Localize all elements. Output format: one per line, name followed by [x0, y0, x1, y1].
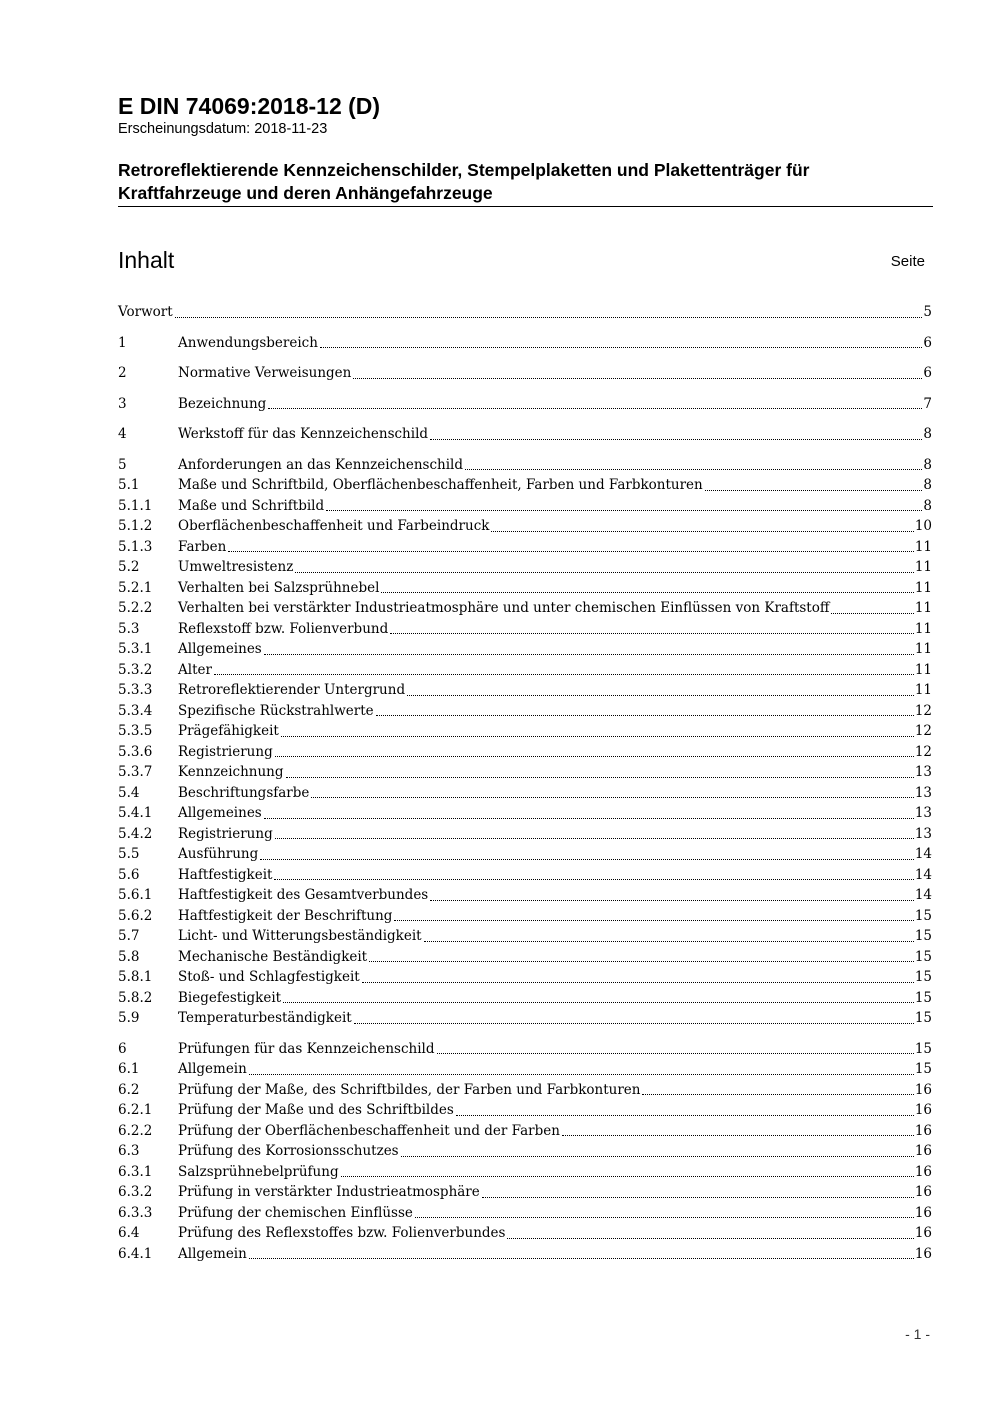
toc-entry-number: 6.3.2 — [118, 1184, 153, 1200]
toc-entry-number: 5.6.2 — [118, 907, 153, 924]
toc-entry-title: Salzsprühnebelprüfung — [178, 1163, 339, 1180]
dot-leader — [341, 1176, 914, 1177]
dot-leader — [507, 1238, 913, 1239]
toc-entry-page: 11 — [914, 559, 932, 575]
dot-leader — [275, 838, 914, 839]
toc-entry[interactable] — [118, 394, 932, 415]
toc-entry-title: Verhalten bei verstärkter Industrieatmosphäre und unter chemischen Einflüssen von Kraftstoff — [178, 600, 830, 616]
toc-entry[interactable] — [118, 1141, 932, 1162]
toc-entry-title: Licht- und Witterungsbeständigkeit — [178, 928, 422, 944]
toc-entry[interactable] — [118, 516, 932, 537]
toc-entry[interactable] — [118, 557, 932, 578]
toc-entry-title: Prüfung der chemischen Einflüsse — [178, 1204, 413, 1221]
dot-leader — [424, 941, 914, 942]
toc-entry-title: Allgemeines — [178, 641, 262, 657]
dot-leader — [311, 797, 913, 798]
toc-entry-number: 5.1.2 — [118, 518, 153, 534]
toc-entry-title: Werkstoff für das Kennzeichenschild — [178, 426, 429, 442]
toc-entry-page: 16 — [914, 1204, 932, 1221]
toc-entry[interactable] — [118, 302, 932, 323]
toc-entry-title: Oberflächenbeschaffenheit und Farbeindruck — [178, 518, 490, 534]
toc-entry[interactable] — [118, 475, 932, 496]
toc-entry-number: 6.2.2 — [118, 1122, 153, 1139]
toc-entry-number: 5.6.1 — [118, 887, 153, 903]
toc-entry-page: 12 — [914, 743, 932, 760]
toc-entry-number: 5.2.1 — [118, 579, 153, 596]
table-of-contents — [118, 302, 932, 1264]
toc-entry-title: Allgemeines — [178, 805, 262, 821]
toc-entry-page: 8 — [923, 477, 932, 493]
toc-entry-page: 8 — [923, 456, 932, 473]
dot-leader — [394, 920, 913, 921]
toc-entry-number: 6.4.1 — [118, 1245, 153, 1262]
toc-entry-number: 6.2 — [118, 1081, 140, 1098]
toc-entry[interactable] — [118, 680, 932, 701]
toc-entry-title: Stoß- und Schlagfestigkeit — [178, 969, 360, 985]
toc-entry[interactable] — [118, 1039, 932, 1060]
toc-entry-title: Prüfung in verstärkter Industrieatmosphäre — [178, 1184, 480, 1200]
toc-entry-title: Prüfung des Reflexstoffes bzw. Folienverbundes — [178, 1225, 506, 1241]
toc-entry-page: 13 — [914, 805, 932, 821]
toc-entry[interactable] — [118, 363, 932, 384]
dot-leader — [286, 777, 914, 778]
dot-leader — [415, 1217, 914, 1218]
toc-entry-title: Haftfestigkeit — [178, 866, 273, 883]
toc-entry-number: 5.8 — [118, 948, 140, 965]
dot-leader — [295, 572, 914, 573]
toc-entry-number: 5.3.7 — [118, 764, 153, 780]
toc-entry-number: 1 — [118, 334, 127, 351]
toc-entry-number: 5.3.6 — [118, 743, 153, 760]
dot-leader — [275, 756, 914, 757]
toc-entry[interactable] — [118, 824, 932, 845]
toc-entry-title: Haftfestigkeit des Gesamtverbundes — [178, 887, 429, 903]
toc-entry-title: Prüfung der Maße, des Schriftbildes, der Farben und Farbkonturen — [178, 1081, 641, 1098]
toc-entry-number: 5.4.1 — [118, 805, 153, 821]
toc-entry[interactable] — [118, 967, 932, 988]
toc-entry-page: 15 — [914, 948, 932, 965]
toc-entry-page: 16 — [914, 1245, 932, 1262]
toc-entry-page: 13 — [914, 825, 932, 842]
toc-entry-page: 5 — [923, 304, 932, 320]
toc-entry-page: 14 — [914, 887, 932, 903]
page-number: - 1 - — [905, 1326, 930, 1342]
toc-entry-page: 16 — [914, 1102, 932, 1118]
toc-entry-title: Prüfungen für das Kennzeichenschild — [178, 1040, 435, 1057]
dot-leader — [491, 531, 913, 532]
toc-entry[interactable] — [118, 333, 932, 354]
toc-entry-number: 6.1 — [118, 1061, 140, 1077]
dot-leader — [281, 736, 914, 737]
toc-entry[interactable] — [118, 598, 932, 619]
toc-entry-number: 5.3.2 — [118, 661, 153, 678]
toc-entry-title: Reflexstoff bzw. Folienverbund — [178, 620, 389, 637]
dot-leader — [354, 1023, 914, 1024]
dot-leader — [283, 1002, 914, 1003]
publication-date: Erscheinungsdatum: 2018-11-23 — [118, 121, 328, 137]
toc-entry-page: 12 — [914, 723, 932, 739]
toc-entry[interactable] — [118, 1100, 932, 1121]
toc-entry[interactable] — [118, 701, 932, 722]
toc-entry[interactable] — [118, 1223, 932, 1244]
toc-entry-title: Ausführung — [178, 846, 259, 862]
dot-leader — [214, 674, 914, 675]
toc-entry[interactable] — [118, 1059, 932, 1080]
dot-leader — [320, 347, 922, 348]
toc-entry-page: 15 — [914, 1040, 932, 1057]
toc-entry-title: Farben — [178, 538, 227, 555]
toc-entry-number: 5.6 — [118, 866, 140, 883]
toc-entry-page: 15 — [914, 1061, 932, 1077]
toc-entry-page: 15 — [914, 989, 932, 1006]
toc-entry-page: 16 — [914, 1143, 932, 1159]
toc-entry-number: 6 — [118, 1040, 127, 1057]
dot-leader — [642, 1094, 913, 1095]
toc-entry-title: Biegefestigkeit — [178, 989, 282, 1006]
toc-entry-page: 13 — [914, 784, 932, 801]
toc-entry-page: 15 — [914, 928, 932, 944]
toc-entry-title: Maße und Schriftbild — [178, 497, 325, 514]
toc-entry-number: 5.3.3 — [118, 682, 153, 698]
toc-entry-title: Beschriftungsfarbe — [178, 784, 310, 801]
toc-entry[interactable] — [118, 1244, 932, 1265]
dot-leader — [249, 1074, 914, 1075]
dot-leader — [260, 859, 914, 860]
toc-entry[interactable] — [118, 742, 932, 763]
toc-entry-number: 5.4.2 — [118, 825, 153, 842]
toc-entry[interactable] — [118, 537, 932, 558]
dot-leader — [353, 378, 922, 379]
toc-entry-page: 11 — [914, 600, 932, 616]
toc-entry-page: 11 — [914, 641, 932, 657]
toc-entry[interactable] — [118, 1080, 932, 1101]
toc-entry-title: Allgemein — [178, 1061, 247, 1077]
toc-entry[interactable] — [118, 424, 932, 445]
toc-entry-number: 5.9 — [118, 1010, 140, 1026]
toc-entry-number: 5.4 — [118, 784, 140, 801]
document-id: E DIN 74069:2018-12 (D) — [118, 93, 381, 119]
toc-entry-title: Umweltresistenz — [178, 559, 294, 575]
toc-entry[interactable] — [118, 1182, 932, 1203]
toc-entry[interactable] — [118, 947, 932, 968]
toc-entry-page: 7 — [923, 395, 932, 412]
toc-entry-title: Registrierung — [178, 743, 273, 760]
toc-entry-number: 5.1.1 — [118, 497, 153, 514]
toc-entry-page: 16 — [914, 1122, 932, 1139]
toc-entry-title: Maße und Schriftbild, Oberflächenbeschaffenheit, Farben und Farbkonturen — [178, 477, 703, 493]
dot-leader — [274, 879, 913, 880]
toc-entry-page: 16 — [914, 1184, 932, 1200]
dot-leader — [228, 551, 914, 552]
dot-leader — [407, 695, 914, 696]
toc-entry-page: 6 — [923, 334, 932, 351]
toc-entry[interactable] — [118, 721, 932, 742]
toc-entry-page: 16 — [914, 1225, 932, 1241]
toc-entry-number: 5.1 — [118, 477, 140, 493]
dot-leader — [430, 900, 914, 901]
toc-entry-page: 8 — [923, 497, 932, 514]
toc-entry[interactable] — [118, 844, 932, 865]
toc-entry-title: Alter — [178, 661, 212, 678]
toc-heading: Inhalt — [118, 247, 175, 273]
toc-entry-title: Normative Verweisungen — [178, 365, 352, 381]
toc-entry-number: 6.4 — [118, 1225, 140, 1241]
toc-entry[interactable] — [118, 906, 932, 927]
toc-entry[interactable] — [118, 988, 932, 1009]
toc-entry-title: Mechanische Beständigkeit — [178, 948, 368, 965]
toc-entry[interactable] — [118, 1162, 932, 1183]
toc-entry-page: 13 — [914, 764, 932, 780]
toc-entry-number: 5.3.5 — [118, 723, 153, 739]
toc-entry-number: 5.3.4 — [118, 702, 153, 719]
toc-entry-page: 15 — [914, 969, 932, 985]
toc-entry[interactable] — [118, 619, 932, 640]
toc-entry-number: 6.2.1 — [118, 1102, 153, 1118]
toc-entry[interactable] — [118, 762, 932, 783]
toc-entry[interactable] — [118, 1008, 932, 1029]
title-divider — [118, 206, 933, 207]
toc-entry[interactable] — [118, 1203, 932, 1224]
toc-entry[interactable] — [118, 660, 932, 681]
toc-entry-title: Registrierung — [178, 825, 273, 842]
toc-entry-number: 5.3 — [118, 620, 140, 637]
toc-entry-title: Temperaturbeständigkeit — [178, 1010, 352, 1026]
dot-leader — [831, 613, 913, 614]
dot-leader — [401, 1156, 914, 1157]
toc-entry-number: 5.7 — [118, 928, 140, 944]
toc-entry-number: 6.3 — [118, 1143, 140, 1159]
toc-entry-number: 5.5 — [118, 846, 140, 862]
dot-leader — [381, 592, 913, 593]
toc-entry[interactable] — [118, 865, 932, 886]
toc-entry-title: Prägefähigkeit — [178, 723, 279, 739]
toc-entry-page: 15 — [914, 1010, 932, 1026]
toc-entry-title: Allgemein — [178, 1245, 247, 1262]
dot-leader — [376, 715, 914, 716]
toc-entry-title: Prüfung der Oberflächenbeschaffenheit und der Farben — [178, 1122, 560, 1139]
toc-entry-page: 11 — [914, 620, 932, 637]
toc-entry-title: Prüfung des Korrosionsschutzes — [178, 1143, 399, 1159]
toc-entry-page: 11 — [914, 579, 932, 596]
dot-leader — [562, 1135, 914, 1136]
toc-entry-title: Verhalten bei Salzsprühnebel — [178, 579, 380, 596]
toc-entry-page: 14 — [914, 866, 932, 883]
toc-entry-page: 8 — [923, 426, 932, 442]
toc-entry-number: 5.8.2 — [118, 989, 153, 1006]
toc-entry-page: 11 — [914, 661, 932, 678]
dot-leader — [705, 490, 923, 491]
toc-entry-title: Anwendungsbereich — [178, 334, 318, 351]
toc-entry-page: 12 — [914, 702, 932, 719]
toc-entry[interactable] — [118, 1121, 932, 1142]
toc-entry-page: 11 — [914, 538, 932, 555]
dot-leader — [465, 469, 922, 470]
toc-entry-page: 15 — [914, 907, 932, 924]
dot-leader — [268, 408, 922, 409]
dot-leader — [326, 510, 922, 511]
toc-entry-title: Retroreflektierender Untergrund — [178, 682, 406, 698]
document-title: Retroreflektierende Kennzeichenschilder, Stempelplaketten und Plakettenträger für Kraftfahrzeuge und deren Anhängefahrzeuge — [118, 160, 810, 203]
dot-leader — [264, 654, 914, 655]
toc-entry-page: 14 — [914, 846, 932, 862]
toc-entry-number: 5.2 — [118, 559, 140, 575]
dot-leader — [482, 1197, 914, 1198]
toc-entry-title: Vorwort — [118, 304, 173, 320]
dot-leader — [362, 982, 914, 983]
toc-entry[interactable] — [118, 578, 932, 599]
toc-entry-page: 16 — [914, 1081, 932, 1098]
dot-leader — [430, 439, 922, 440]
toc-entry[interactable] — [118, 639, 932, 660]
toc-entry-title: Prüfung der Maße und des Schriftbildes — [178, 1102, 454, 1118]
toc-entry-number: 3 — [118, 395, 127, 412]
toc-entry-number: 5.8.1 — [118, 969, 153, 985]
dot-leader — [369, 961, 914, 962]
toc-entry[interactable] — [118, 496, 932, 517]
toc-page-column-label: Seite — [890, 253, 925, 270]
toc-entry-title: Haftfestigkeit der Beschriftung — [178, 907, 393, 924]
toc-entry-number: 6.3.3 — [118, 1204, 153, 1221]
toc-entry-number: 4 — [118, 426, 127, 442]
dot-leader — [456, 1115, 914, 1116]
toc-entry-number: 5.1.3 — [118, 538, 153, 555]
toc-entry-page: 16 — [914, 1163, 932, 1180]
toc-entry[interactable] — [118, 885, 932, 906]
dot-leader — [249, 1258, 914, 1259]
toc-entry[interactable] — [118, 803, 932, 824]
dot-leader — [390, 633, 914, 634]
toc-entry-page: 11 — [914, 682, 932, 698]
toc-entry-title: Spezifische Rückstrahlwerte — [178, 702, 374, 719]
toc-entry-number: 6.3.1 — [118, 1163, 153, 1180]
toc-entry-number: 5 — [118, 456, 127, 473]
dot-leader — [175, 317, 923, 318]
toc-entry[interactable] — [118, 783, 932, 804]
toc-entry[interactable] — [118, 455, 932, 476]
toc-entry-title: Anforderungen an das Kennzeichenschild — [178, 456, 463, 473]
toc-entry-page: 6 — [923, 365, 932, 381]
toc-entry-title: Bezeichnung — [178, 395, 267, 412]
toc-entry-title: Kennzeichnung — [178, 764, 284, 780]
toc-entry-number: 5.2.2 — [118, 600, 153, 616]
toc-entry-number: 2 — [118, 365, 127, 381]
dot-leader — [437, 1053, 914, 1054]
dot-leader — [264, 818, 914, 819]
toc-entry[interactable] — [118, 926, 932, 947]
toc-entry-page: 10 — [914, 518, 932, 534]
toc-entry-number: 5.3.1 — [118, 641, 153, 657]
